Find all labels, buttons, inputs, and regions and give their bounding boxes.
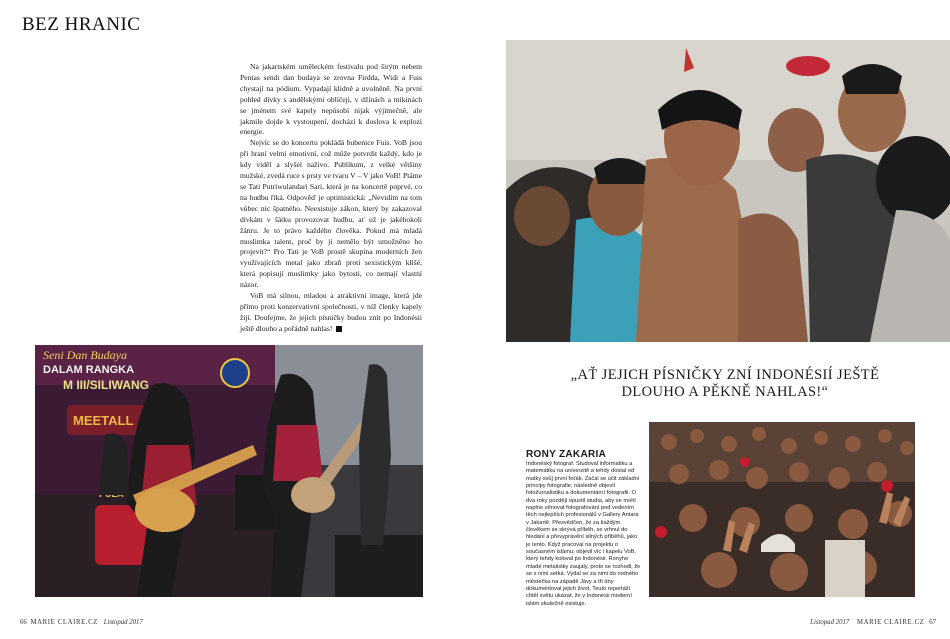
photographer-bio: Indonéský fotograf. Studoval informatiku a matematiku na univerzitě a tehdy dostal od matky svůj první foťák. Začal se učit základní principy fotografie, následně objevil fotožurnalistiku a dokumentární fotografii. O dva roky později opustil studia, aby se mohl naplno věnovat fotografování pod vedením těch nejlepších profesionálů v Gallery Antara v Jakartě. Přesvědčen, že za každým člověkem se skrývá příběh, se vrhnul do hledání a převyprávění silných příběhů, jako je tento. Když pracoval na projektu o současném islámu, objevil víc i kapelu VoB, který tehdy koloval po Indonésii. Ronyho mladé metalistky zaujaly, proto se rozhodl, že se s nimi setká. Vydal se za nimi do rodného městečka na západě Jávy a tři dny dokumentoval jejich život. Touto reportáží chtěl světu ukázat, že v Indonésii moderní islám skutečně existuje. [526,461,641,607]
article-paragraph: VoB má silnou, mladou a atraktivní image, která jde přímo proti konzervativní společnosti, v níž členky kapely žijí. Doufejme, že jejich písničky budou znít po Indonésii ještě dlouho a pořádně nahlas! [240,291,422,333]
banner-line1: Seni Dan Budaya [43,348,127,362]
article-paragraph: Nejvíc se do koncertu pokládá bubenice Fuis. VoB jsou při hraní velmi emotivní, což může potvrdit každý, kdo je kdy viděl a slyšel naživo. Publikum, z velké většiny mužské, zvedá ruce s prsty ve tvaru V – V jako VoB! Ptáme se Tati Putriwulandari Sari, která je na koncertě poprvé, co na hudbu říká. Odpověď je optimistická: „Nevidím na tom vůbec nic špatného. Neexistuje zákon, který by zakazoval dívkám v šátku provozovat hudbu, ať už je jakéhokoli žánru. Je to právo každého člověka. Pokud má mladá muslimka talent, proč by jí nemělo být umožněno ho projevit?“ Pro Tati je VoB prostě skupina moderních žen využívajících metal jako zbraň proti sexistickým klišé, která popisují muslimky jako bytosti, co nemají vlastní názor. [240,138,422,290]
drum-logo: MEETALL [73,413,134,428]
folio-left [20,619,143,626]
banner-line3: M III/SILIWANG [63,378,149,392]
concert-photo [35,345,423,597]
emblem-icon [221,359,249,387]
end-mark-icon [336,326,342,332]
article-body [240,62,422,335]
crowd-photo-small [649,422,915,597]
section-title: BEZ HRANIC [22,14,141,35]
issue-date: Listopad 2017 [103,619,143,626]
issue-date: Listopad 2017 [810,619,850,626]
photographer-name: RONY ZAKARIA [526,449,607,460]
pull-quote: „AŤ JEJICH PÍSNIČKY ZNÍ INDONÉSIÍ JEŠTĚ DLOUHO A PĚKNĚ NAHLAS!“ [570,367,880,400]
page-number: 66 [20,619,27,626]
magazine-brand: MARIE CLAIRE.CZ [856,619,925,626]
crowd-photo-large [506,40,950,342]
banner-line2: DALAM RANGKA [43,364,135,376]
article-paragraph: Na jakartském uměleckém festivalu pod širým nebem Pentas sendi dan budaya se zrovna Firdda, Widi a Fuis chystají na pódium. Vypadají klidně a uvolněně. Na první pohled dívky s andělskými obličeji, v džínách a mikinách se jménem své kapely nepůsobí nijak výjimečně, ale jakmile dojde k vystoupení, dochází k doslova k explozi energie. [240,62,422,137]
page-number: 67 [929,619,936,626]
folio-right [810,619,936,626]
magazine-brand: MARIE CLAIRE.CZ [30,619,99,626]
